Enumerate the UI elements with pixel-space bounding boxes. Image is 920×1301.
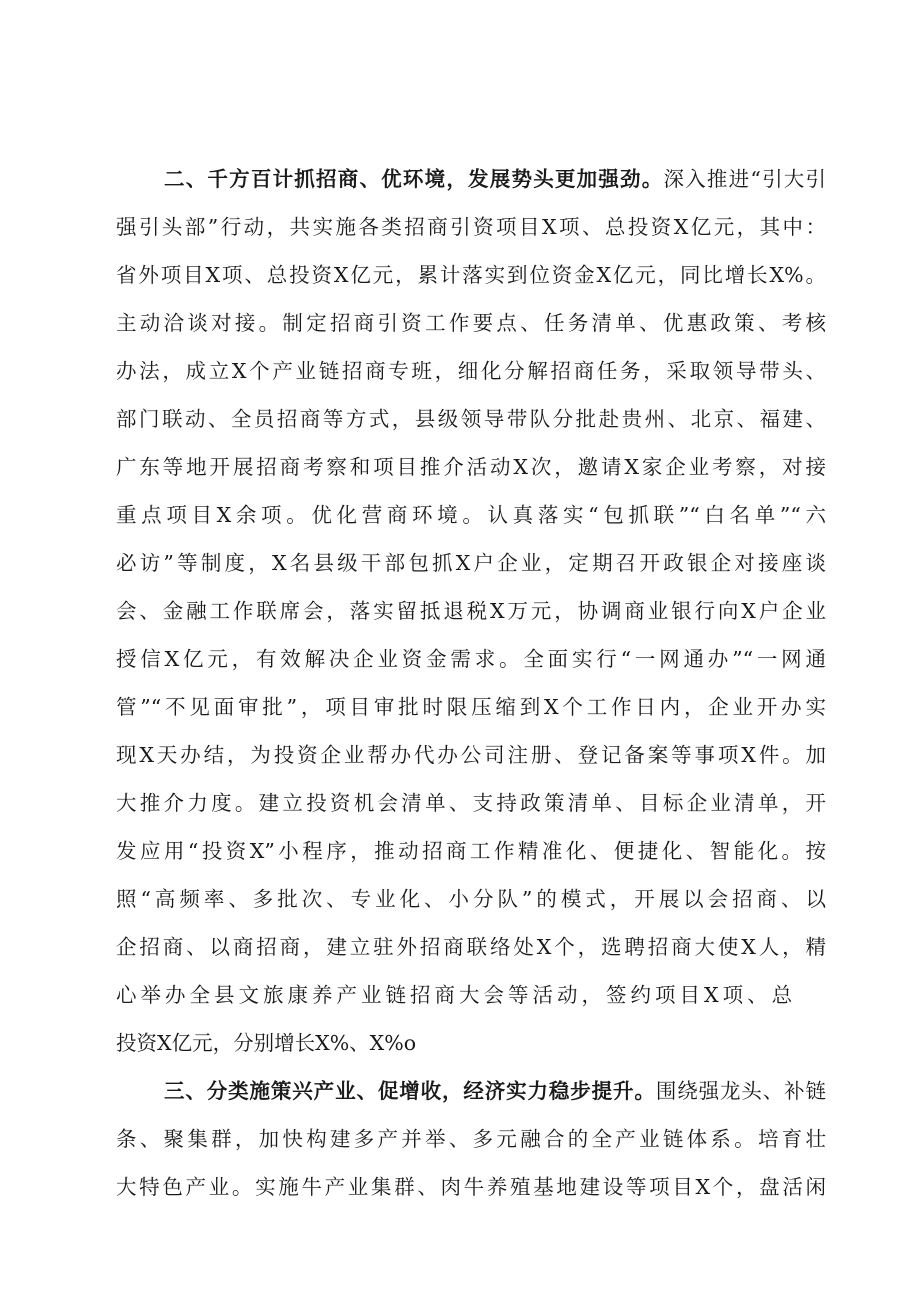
section2-line-3: 主动洽谈对接。制定招商引资工作要点、任务清单、优惠政策、考核: [116, 311, 826, 335]
section2-line-8: 必访”等制度，X名县级干部包抓X户企业，定期召开政银企对接座谈: [116, 551, 826, 575]
section3-heading: 三、分类施策兴产业、促增收，经济实力稳步提升。: [164, 1079, 656, 1103]
section2-line-5: 部门联动、全员招商等方式，县级领导带队分批赴贵州、北京、福建、: [116, 407, 826, 431]
section2-line-6: 广东等地开展招商考察和项目推介活动X次，邀请X家企业考察，对接: [116, 455, 826, 479]
section2-line-0: 深入推进“引大引: [663, 167, 826, 191]
section2-line-12: 现X天办结，为投资企业帮办代办公司注册、登记备案等事项X件。加: [116, 743, 826, 767]
section2-line-10: 授信X亿元，有效解决企业资金需求。全面实行“一网通办”“一网通: [116, 647, 826, 671]
section2-heading: 二、千方百计抓招商、优环境，发展势头更加强劲。: [164, 167, 664, 191]
section3-first-line: [164, 1074, 826, 1108]
section2-line-2: 省外项目X项、总投资X亿元，累计落实到位资金X亿元，同比增长X%。: [116, 263, 826, 287]
section3-line-1: 条、聚集群，加快构建多产并举、多元融合的全产业链体系。培育壮: [116, 1127, 826, 1151]
section2-line-16: 企招商、以商招商，建立驻外招商联络处X个，选聘招商大使X人，精: [116, 935, 826, 959]
section2-line-7: 重点项目X余项。优化营商环境。认真落实“包抓联”“白名单”“六: [116, 503, 826, 527]
section3-line-0: 围绕强龙头、补链: [655, 1079, 826, 1103]
section2-line-17: 心举办全县文旅康养产业链招商大会等活动，签约项目X项、总: [116, 983, 797, 1007]
section2-first-line: [164, 162, 826, 196]
section2-line-14: 发应用“投资X”小程序，推动招商工作精准化、便捷化、智能化。按: [116, 839, 826, 863]
section2-line-13: 大推介力度。建立投资机会清单、支持政策清单、目标企业清单，开: [116, 791, 826, 815]
section3-line-2: 大特色产业。实施牛产业集群、肉牛养殖基地建设等项目X个，盘活闲: [116, 1175, 826, 1199]
section2-line-9: 会、金融工作联席会，落实留抵退税X万元，协调商业银行向X户企业: [116, 599, 826, 623]
section2-line-15: 照“高频率、多批次、专业化、小分队”的模式，开展以会招商、以: [116, 887, 826, 911]
section2-line-11: 管”“不见面审批”，项目审批时限压缩到X个工作日内，企业开办实: [116, 695, 826, 719]
section2-line-4: 办法，成立X个产业链招商专班，细化分解招商任务，采取领导带头、: [116, 359, 826, 383]
section2-line-18: 投资X亿元，分别增长X%、X%o: [116, 1031, 417, 1055]
section2-line-1: 强引头部”行动，共实施各类招商引资项目X项、总投资X亿元，其中：: [116, 215, 826, 239]
